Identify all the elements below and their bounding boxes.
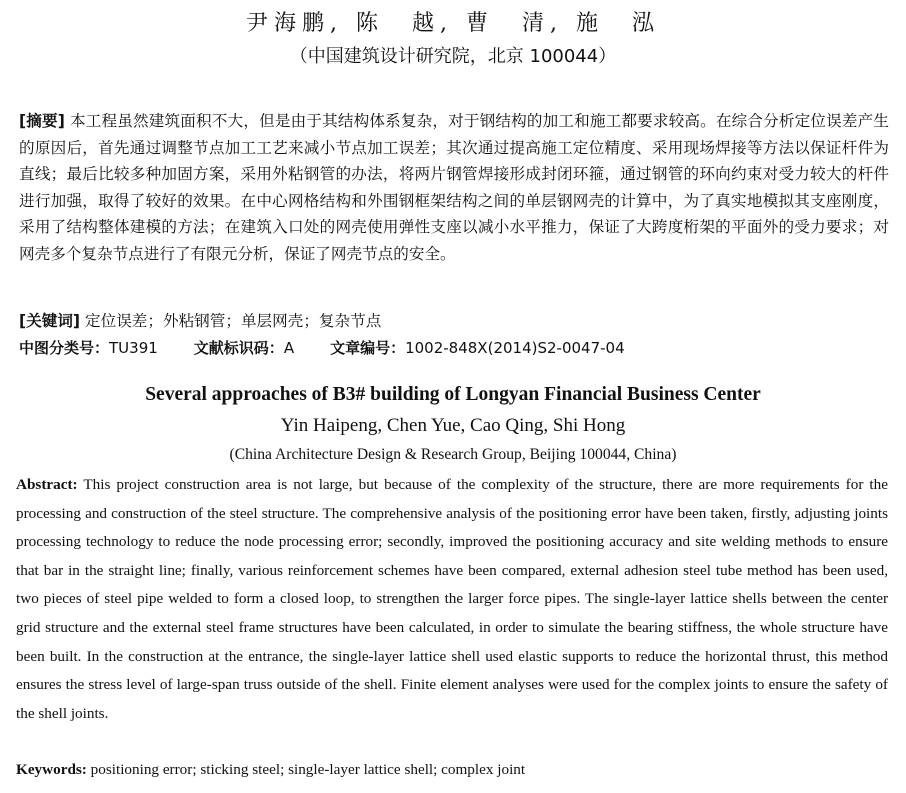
- en-abstract-text: This project construction area is not large, but because of the complexity of the structure, there are more requirements for the processing and construction of the steel structure. The comprehensive analysis of the positioning error have been taken, firstly, adjusting joints processing technology to reduce the node processing error; secondly, improved the positioning accuracy and site welding methods to ensure that bar in the straight line; finally, various reinforcement schemes have been compared, external adhesion steel tube method has been used, two pieces of steel pipe welded to form a closed loop, to strengthen the larger force pipes. The single-layer lattice shells between the center grid structure and the external steel frame structures have been calculated, in order to simulate the bearing stiffness, the whole structure have been built. In the construction at the entrance, the single-layer lattice shell used elastic supports to reduce the horizontal thrust, this method ensures the stress level of large-span truss outside of the shell. Finite element analyses were used for the complex joints to ensure the safety of the shell joints.: [16, 476, 888, 722]
- doc-code-label: 文献标识码：: [193, 339, 284, 357]
- article-no-label: 文章编号：: [330, 339, 406, 357]
- cn-abstract: [19, 108, 889, 268]
- cn-abstract-text: 本工程虽然建筑面积不大，但是由于其结构体系复杂，对于钢结构的加工和施工都要求较高。在综合分析定位误差产生的原因后，首先通过调整节点加工工艺来减小节点加工误差；其次通过提高施工定位精度、采用现场焊接等方法以保证杆件为直线；最后比较多种加固方案，采用外粘钢管的办法，将两片钢管焊接形成封闭环箍，通过钢管的环向约束对受力较大的杆件进行加强，取得了较好的效果。在中心网格结构和外围钢框架结构之间的单层钢网壳的计算中，为了真实地模拟其支座刚度，采用了结构整体建模的方法；在建筑入口处的网壳使用弹性支座以减小水平推力，保证了大跨度桁架的平面外的受力要求；对网壳多个复杂节点进行了有限元分析，保证了网壳节点的安全。: [19, 112, 889, 263]
- en-keywords-text: positioning error; sticking steel; single-layer lattice shell; complex joint: [90, 761, 526, 778]
- cn-authors: 尹海鹏, 陈 越, 曹 清, 施 泓: [246, 11, 660, 36]
- article-no-value: 1002-848X(2014)S2-0047-04: [405, 339, 625, 357]
- cn-keywords-label: [关键词]: [19, 312, 81, 330]
- en-abstract: [16, 471, 888, 728]
- cn-classification-line: [19, 337, 889, 359]
- cn-keywords: [19, 310, 889, 332]
- cn-keywords-text: 定位误差；外粘钢管；单层网壳；复杂节点: [85, 312, 382, 330]
- cn-abstract-label: [摘要]: [19, 112, 65, 130]
- clc-value: TU391: [109, 339, 158, 357]
- en-keywords: [16, 757, 888, 783]
- clc-label: 中图分类号：: [19, 339, 110, 357]
- en-authors: Yin Haipeng, Chen Yue, Cao Qing, Shi Hong: [280, 415, 626, 436]
- cn-affiliation: （中国建筑设计研究院，北京 100044）: [289, 46, 617, 67]
- en-abstract-label: Abstract:: [16, 476, 78, 493]
- doc-code-value: A: [283, 339, 295, 357]
- en-affiliation: (China Architecture Design & Research Group, Beijing 100044, China): [229, 446, 677, 463]
- en-title: Several approaches of B3# building of Longyan Financial Business Center: [145, 384, 761, 405]
- en-keywords-label: Keywords:: [16, 761, 87, 778]
